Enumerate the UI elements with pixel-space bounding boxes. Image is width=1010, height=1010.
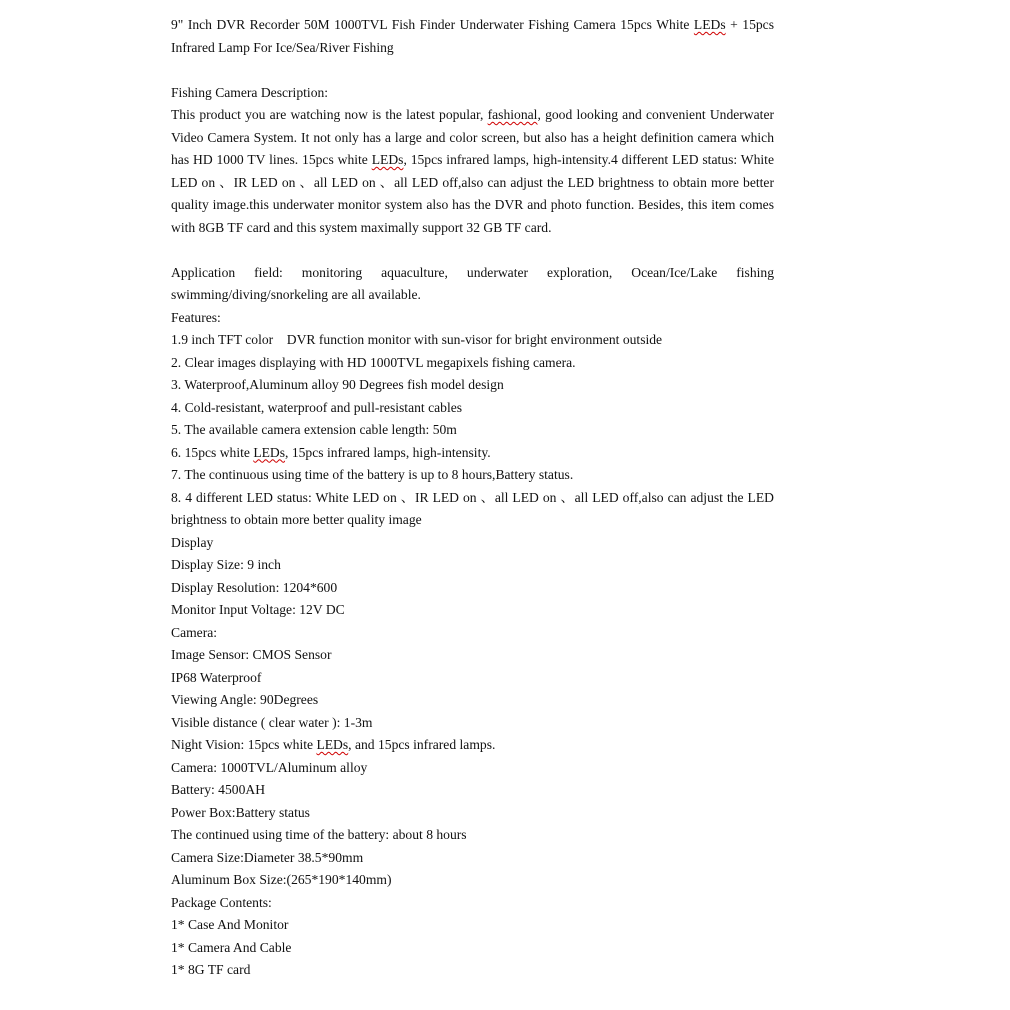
package-contents-heading: Package Contents:	[171, 894, 272, 910]
title-text-2: + 15pcs Infrared Lamp For Ice/Sea/River Fishing	[171, 17, 774, 55]
spec-line: Camera: 1000TVL/Aluminum alloy	[171, 759, 368, 775]
spec-line: Visible distance ( clear water ): 1-3m	[171, 714, 373, 730]
feature-item: 1.9 inch TFT color DVR function monitor with sun-visor for bright environment outside	[171, 332, 663, 347]
feature-6-leds-word: LEDs	[253, 444, 286, 460]
feature-item: 4. Cold-resistant, waterproof and pull-resistant cables	[171, 399, 463, 415]
spacer	[171, 239, 774, 262]
spec-line: Camera Size:Diameter 38.5*90mm	[171, 849, 364, 865]
application-section	[171, 262, 774, 307]
description-paragraph	[171, 104, 774, 239]
spec-line: The continued using time of the battery: about 8 hours	[171, 827, 467, 842]
application-text: Application field: monitoring aquaculture, underwater exploration, Ocean/Ice/Lake fishing swimming/diving/snorkeling are all available.	[171, 264, 774, 302]
spec-line: Monitor Input Voltage: 12V DC	[171, 602, 345, 617]
night-vision-text-1: Night Vision: 15pcs white	[171, 737, 317, 752]
description-heading: Fishing Camera Description:	[171, 84, 329, 100]
spacer	[171, 59, 774, 82]
title-text-1: 9" Inch DVR Recorder 50M 1000TVL Fish Finder Underwater Fishing Camera 15pcs White	[171, 17, 694, 32]
description-fashional-word: fashional	[487, 107, 538, 122]
night-vision-text-2: , and 15pcs infrared lamps.	[348, 737, 496, 752]
spec-line: Aluminum Box Size:(265*190*140mm)	[171, 872, 392, 887]
features-section	[171, 307, 774, 532]
description-text-1: This product you are watching now is the latest popular,	[171, 107, 488, 122]
spec-line: Image Sensor: CMOS Sensor	[171, 647, 332, 662]
feature-item: 5. The available camera extension cable length: 50m	[171, 422, 457, 437]
features-heading: Features:	[171, 309, 221, 325]
specs-section	[171, 532, 774, 982]
package-item: 1* Case And Monitor	[171, 917, 289, 932]
document-page	[171, 14, 774, 982]
feature-item	[171, 442, 774, 465]
description-leds-word: LEDs	[371, 152, 404, 167]
spec-line: Battery: 4500AH	[171, 782, 266, 797]
feature-item: 2. Clear images displaying with HD 1000TVL megapixels fishing camera.	[171, 354, 576, 370]
product-title	[171, 14, 774, 59]
feature-item: 3. Waterproof,Aluminum alloy 90 Degrees fish model design	[171, 377, 504, 392]
description-text-3: , 15pcs infrared lamps, high-intensity.4 different LED status: White LED on 、IR LED on 、all LED on 、all LED off,also can adjust the LED brightness to obtain more better quality image.this underwater monitor system also has the DVR and photo function. Besides, this item comes with 8GB TF card and this system maximally support 32 GB TF card.	[171, 152, 774, 235]
spec-line: Display Resolution: 1204*600	[171, 579, 338, 595]
spec-line: IP68 Waterproof	[171, 669, 262, 685]
spec-line: Display	[171, 534, 214, 550]
description-text-2: , good looking and convenient Underwater Video Camera System. It not only has a large and color screen, but also has a height definition camera which has HD 1000 TV lines. 15pcs white	[171, 107, 774, 167]
spec-line: Power Box:Battery status	[171, 804, 310, 820]
feature-item: 7. The continuous using time of the battery is up to 8 hours,Battery status.	[171, 467, 574, 482]
spec-line	[171, 734, 774, 757]
feature-6-text-1: 6. 15pcs white	[171, 444, 254, 460]
night-vision-leds-word: LEDs	[316, 737, 349, 752]
feature-6-text-2: , 15pcs infrared lamps, high-intensity.	[285, 444, 491, 460]
spec-line: Camera:	[171, 624, 218, 640]
description-section	[171, 82, 774, 240]
package-item: 1* Camera And Cable	[171, 939, 292, 955]
spec-line: Viewing Angle: 90Degrees	[171, 692, 319, 707]
spec-line: Display Size: 9 inch	[171, 557, 281, 572]
feature-item: 8. 4 different LED status: White LED on 、IR LED on 、all LED on 、all LED off,also can adjust the LED brightness to obtain more better quality image	[171, 489, 774, 527]
package-item: 1* 8G TF card	[171, 962, 251, 977]
title-leds-word: LEDs	[693, 17, 726, 32]
